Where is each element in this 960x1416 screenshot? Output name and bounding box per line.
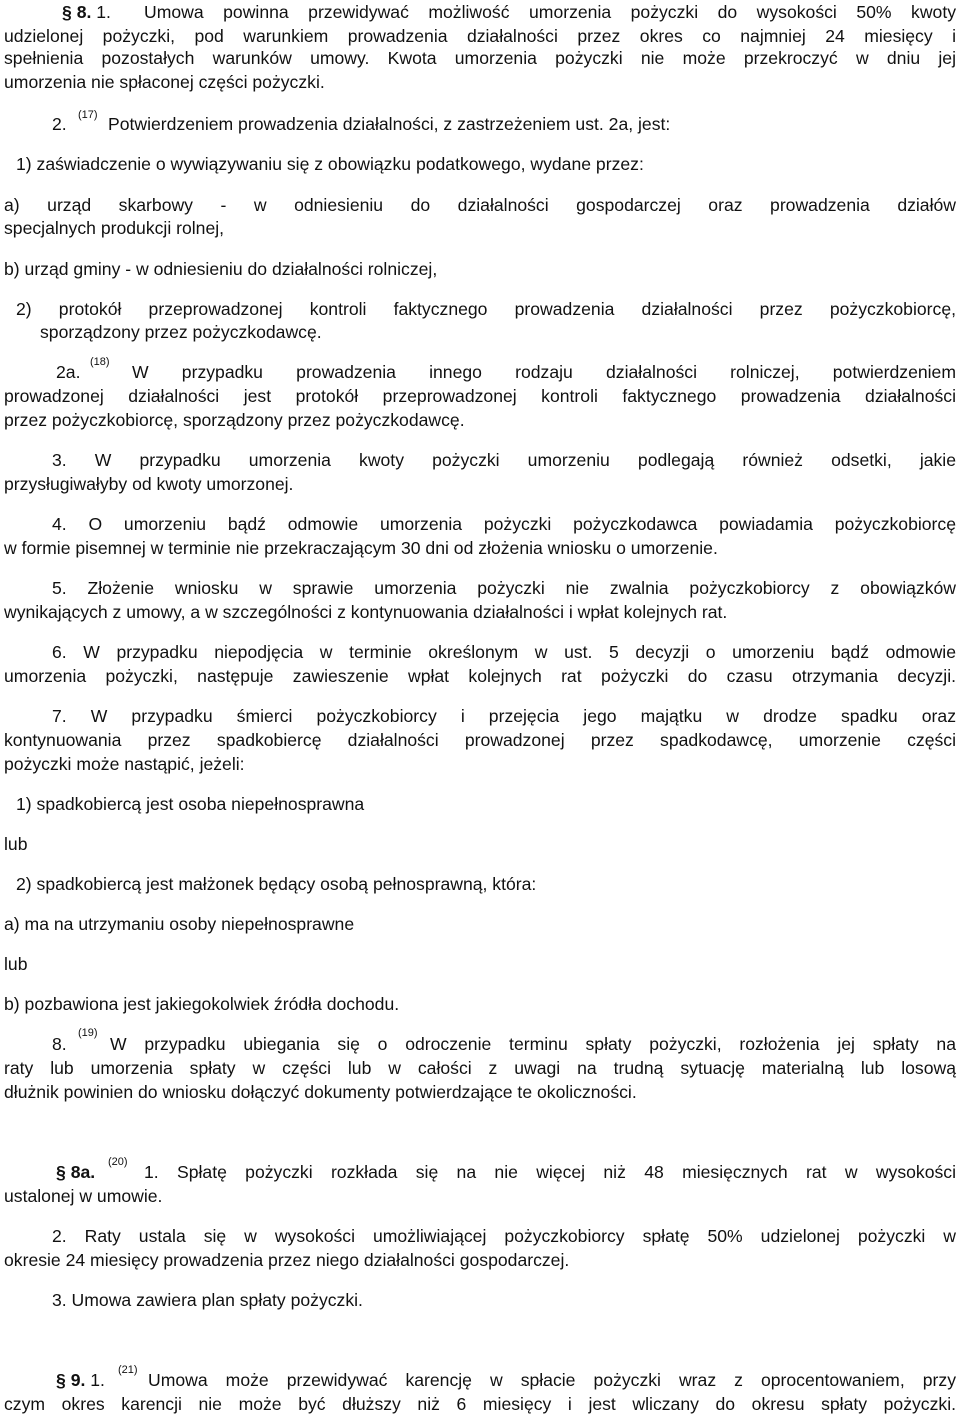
footnote-ref: (18) [90,356,110,368]
paragraph-text: 6. W przypadku niepodjęcia w terminie określonym w ust. 5 decyzji o umorzeniu bądź odmowie [52,642,956,662]
paragraph-text: W przypadku prowadzenia innego rodzaju działalności rolniczej, potwierdzeniem [132,362,956,382]
paragraph-text: Umowa powinna przewidywać możliwość umorzenia pożyczki do wysokości 50% kwoty [144,2,956,22]
section-symbol: § [56,1370,66,1390]
paragraph-text: Umowa może przewidywać karencję w spłacie pożyczki wraz z oprocentowaniem, przy [148,1370,956,1390]
section-number: 8a. [70,1162,96,1182]
paragraph-2-line [4,109,956,136]
footnote-ref: (17) [78,109,98,121]
paragraph-text: raty lub umorzenia spłaty w części lub w całości z uwagi na trudną sytuację materialną lub losową [4,1058,956,1078]
list-item: 2) spadkobiercą jest małżonek będący osobą pełnosprawną, która: [16,874,537,894]
paragraph-text: 7. W przypadku śmierci pożyczkobiorcy i przejęcia jego majątku w drodze spadku oraz [52,706,956,726]
section-number: 9. [70,1370,86,1390]
list-item: 2) protokół przeprowadzonej kontroli faktycznego prowadzenia działalności przez pożyczkobiorcę, [16,299,956,319]
paragraph-text: umorzenia pożyczki, następuje zawieszenie wpłat kolejnych rat pożyczki do czasu otrzymania decyzji. [4,666,956,686]
list-item: b) urząd gminy - w odniesieniu do działalności rolniczej, [4,259,438,279]
paragraph-text: prowadzonej działalności jest protokół przeprowadzonej kontroli faktycznego prowadzenia działalności [4,386,956,406]
paragraph-text: przez pożyczkobiorcę, sporządzony przez pożyczkodawcę. [4,410,465,430]
paragraph-text: udzielonej pożyczki, pod warunkiem prowadzenia działalności przez okres co najmniej 24 miesięcy i [4,26,956,46]
list-item: 1) zaświadczenie o wywiązywaniu się z obowiązku podatkowego, wydane przez: [16,154,644,174]
paragraph-2a-line [4,356,956,384]
paragraph-text: ustalonej w umowie. [4,1186,163,1206]
paragraph-text: dłużnik powinien do wniosku dołączyć dokumenty potwierdzające te okoliczności. [4,1082,637,1102]
footnote-ref: (20) [108,1156,128,1168]
paragraph-text: 1. Spłatę pożyczki rozkłada się na nie więcej niż 48 miesięcznych rat w wysokości [144,1162,956,1182]
paragraph-number: 1. [90,1370,105,1390]
paragraph-number: 1. [96,2,111,22]
list-item: a) ma na utrzymaniu osoby niepełnosprawne [4,914,355,934]
section-8a-heading-line [4,1156,956,1184]
paragraph-text: spełnienia pozostałych warunków umowy. Kwota umorzenia pożyczki nie może przekroczyć w dniu jej [4,48,956,68]
section-symbol: § [56,1162,66,1182]
paragraph-8-line [4,1027,956,1056]
paragraph-text: 5. Złożenie wniosku w sprawie umorzenia pożyczki nie zwalnia pożyczkobiorcy z obowiązków [52,578,956,598]
paragraph-number: 8. [52,1034,67,1054]
paragraph-number: 2a. [56,362,81,382]
footnote-ref: (19) [78,1027,98,1039]
paragraph-text: okresie 24 miesięcy prowadzenia przez niego działalności gospodarczej. [4,1250,570,1270]
list-item: specjalnych produkcji rolnej, [4,218,225,238]
footnote-ref: (21) [118,1364,138,1376]
conjunction-text: lub [4,954,28,974]
list-item: 1) spadkobiercą jest osoba niepełnosprawna [16,794,365,814]
paragraph-text: 3. W przypadku umorzenia kwoty pożyczki umorzeniu podlegają również odsetki, jakie [52,450,956,470]
paragraph-text: W przypadku ubiegania się o odroczenie terminu spłaty pożyczki, rozłożenia jej spłaty na [110,1034,956,1054]
paragraph-text: w formie pisemnej w terminie nie przekraczającym 30 dni od złożenia wniosku o umorzenie. [4,538,718,558]
paragraph-text: przysługiwałyby od kwoty umorzonej. [4,474,294,494]
section-9-heading-line [4,1364,956,1392]
paragraph-text: 2. Raty ustala się w wysokości umożliwiającej pożyczkobiorcy spłatę 50% udzielonej pożyczki w [52,1226,956,1246]
paragraph-text: kontynuowania przez spadkobiercę działalności prowadzonej przez spadkodawcę, umorzenie części [4,730,956,750]
paragraph-text: wynikających z umowy, a w szczególności z kontynuowania działalności i wpłat kolejnych rat. [4,602,728,622]
paragraph-text: czym okres karencji nie może być dłuższy niż 6 miesięcy i jest wliczany do okresu spłaty pożyczki. [4,1394,956,1414]
conjunction-text: lub [4,834,28,854]
paragraph-text: 4. O umorzeniu bądź odmowie umorzenia pożyczki pożyczkodawca powiadamia pożyczkobiorcę [52,514,956,534]
list-item: sporządzony przez pożyczkodawcę. [40,322,322,342]
paragraph-text: pożyczki może nastąpić, jeżeli: [4,754,245,774]
section-number: 8. [76,2,92,22]
list-item: b) pozbawiona jest jakiegokolwiek źródła dochodu. [4,994,400,1014]
section-8-heading-line [4,0,956,24]
section-symbol: § [62,2,72,22]
paragraph-number: 2. [52,114,67,134]
paragraph-text: Potwierdzeniem prowadzenia działalności, z zastrzeżeniem ust. 2a, jest: [108,114,671,134]
paragraph-text: 3. Umowa zawiera plan spłaty pożyczki. [52,1290,363,1310]
paragraph-text: umorzenia nie spłaconej części pożyczki. [4,72,325,92]
list-item: a) urząd skarbowy - w odniesieniu do działalności gospodarczej oraz prowadzenia działów [4,195,956,215]
